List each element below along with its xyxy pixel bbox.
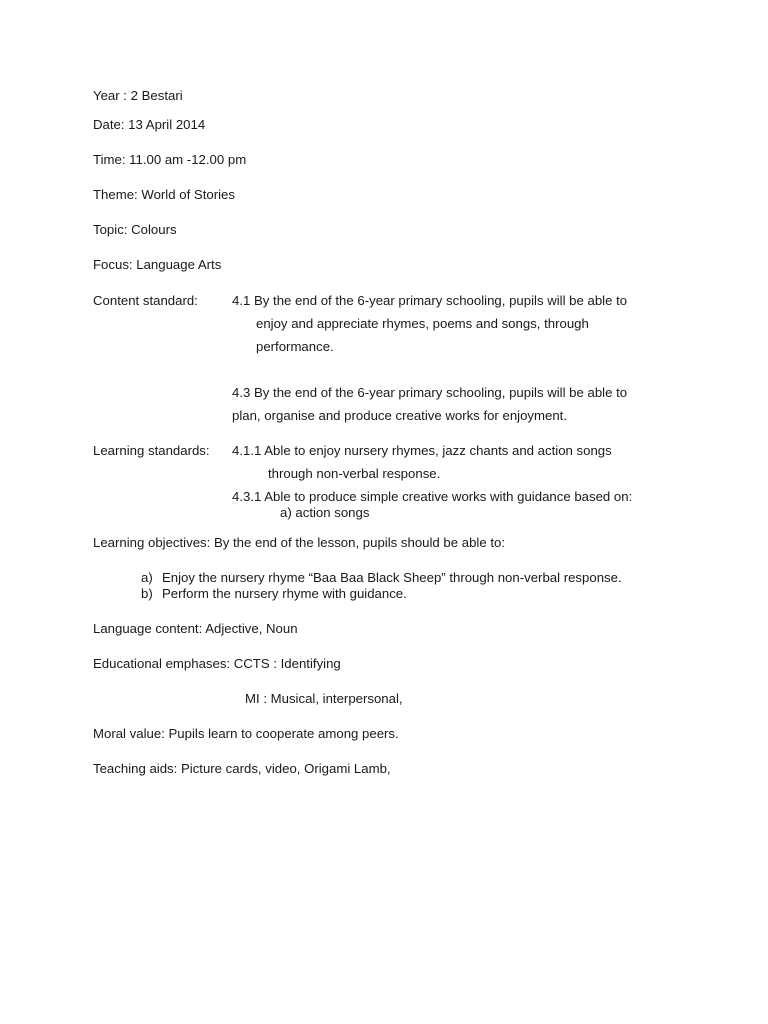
language-content-line: Language content: Adjective, Noun [93, 621, 298, 636]
learning-objectives-intro: Learning objectives: By the end of the lesson, pupils should be able to: [93, 535, 506, 550]
objective-text: Perform the nursery rhyme with guidance. [162, 586, 407, 601]
content-standard-label: Content standard: [93, 293, 198, 308]
learning-standard-4-3-1-cont: a) action songs [280, 505, 370, 520]
date-line: Date: 13 April 2014 [93, 117, 206, 132]
objective-marker: a) [141, 570, 153, 585]
content-standard-4-3-cont: plan, organise and produce creative works for enjoyment. [232, 408, 567, 423]
objective-marker: b) [141, 586, 153, 601]
moral-value-line: Moral value: Pupils learn to cooperate among peers. [93, 726, 399, 741]
focus-line: Focus: Language Arts [93, 257, 222, 272]
educational-emphases-mi: MI : Musical, interpersonal, [245, 691, 403, 706]
educational-emphases-line: Educational emphases: CCTS : Identifying [93, 656, 341, 671]
theme-line: Theme: World of Stories [93, 187, 235, 202]
teaching-aids-line: Teaching aids: Picture cards, video, Origami Lamb, [93, 761, 391, 776]
content-standard-4-3: 4.3 By the end of the 6-year primary schooling, pupils will be able to [232, 385, 628, 400]
content-standard-4-1: 4.1 By the end of the 6-year primary schooling, pupils will be able to [232, 293, 628, 308]
content-standard-4-1-cont: enjoy and appreciate rhymes, poems and songs, through [256, 316, 589, 331]
objective-text: Enjoy the nursery rhyme “Baa Baa Black Sheep” through non-verbal response. [162, 570, 622, 585]
learning-standard-4-1-1: 4.1.1 Able to enjoy nursery rhymes, jazz chants and action songs [232, 443, 612, 458]
learning-standards-label: Learning standards: [93, 443, 210, 458]
learning-standard-4-3-1: 4.3.1 Able to produce simple creative works with guidance based on: [232, 489, 633, 504]
learning-standard-4-1-1-cont: through non-verbal response. [268, 466, 441, 481]
content-standard-4-1-cont: performance. [256, 339, 334, 354]
year-line: Year : 2 Bestari [93, 88, 183, 103]
topic-line: Topic: Colours [93, 222, 177, 237]
time-line: Time: 11.00 am -12.00 pm [93, 152, 247, 167]
